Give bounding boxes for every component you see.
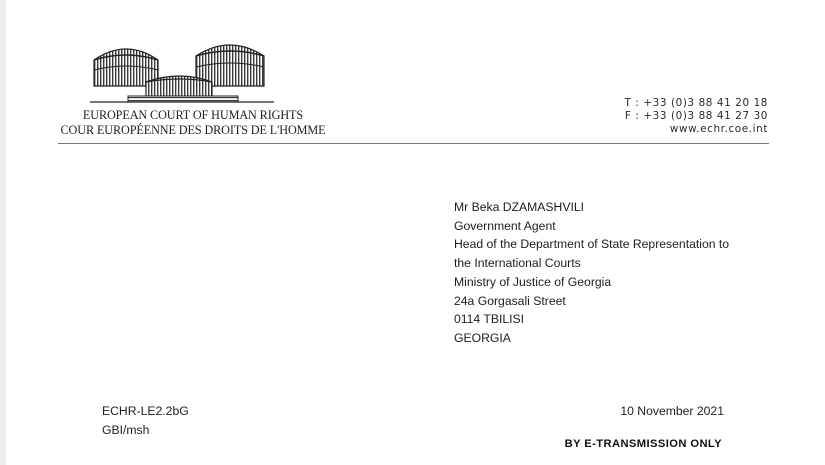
- court-name-english: EUROPEAN COURT OF HUMAN RIGHTS: [82, 108, 304, 122]
- addressee-line: 24a Gorgasali Street: [454, 293, 566, 308]
- addressee-line: 0114 TBILISI: [454, 312, 525, 327]
- addressee-line: Government Agent: [454, 218, 556, 233]
- addressee-line: Head of the Department of State Representation to: [454, 237, 730, 252]
- letter-date: 10 November 2021: [620, 404, 724, 418]
- court-name-french: COUR EUROPÉENNE DES DROITS DE L'HOMME: [60, 123, 326, 137]
- reference-code: ECHR-LE2.2bG: [102, 404, 189, 418]
- addressee-line: Ministry of Justice of Georgia: [454, 274, 612, 289]
- reference-initials: GBI/msh: [102, 422, 150, 437]
- page-edge: [0, 0, 6, 465]
- court-name-block: [58, 108, 328, 138]
- addressee-block: [454, 198, 729, 348]
- addressee-line: Mr Beka DZAMASHVILI: [454, 200, 585, 214]
- phone-number: T : +33 (0)3 88 41 20 18: [624, 97, 768, 109]
- contact-block: [624, 97, 768, 137]
- transmission-note: BY E-TRANSMISSION ONLY: [564, 438, 722, 450]
- addressee-line: GEORGIA: [454, 330, 511, 345]
- echr-building-logo: [88, 40, 278, 106]
- reference-block: [102, 402, 189, 439]
- addressee-line: the International Courts: [454, 256, 581, 271]
- website-address: www.echr.coe.int: [669, 123, 768, 136]
- fax-number: F : +33 (0)3 88 41 27 30: [624, 110, 768, 123]
- letterhead-divider: [58, 143, 769, 144]
